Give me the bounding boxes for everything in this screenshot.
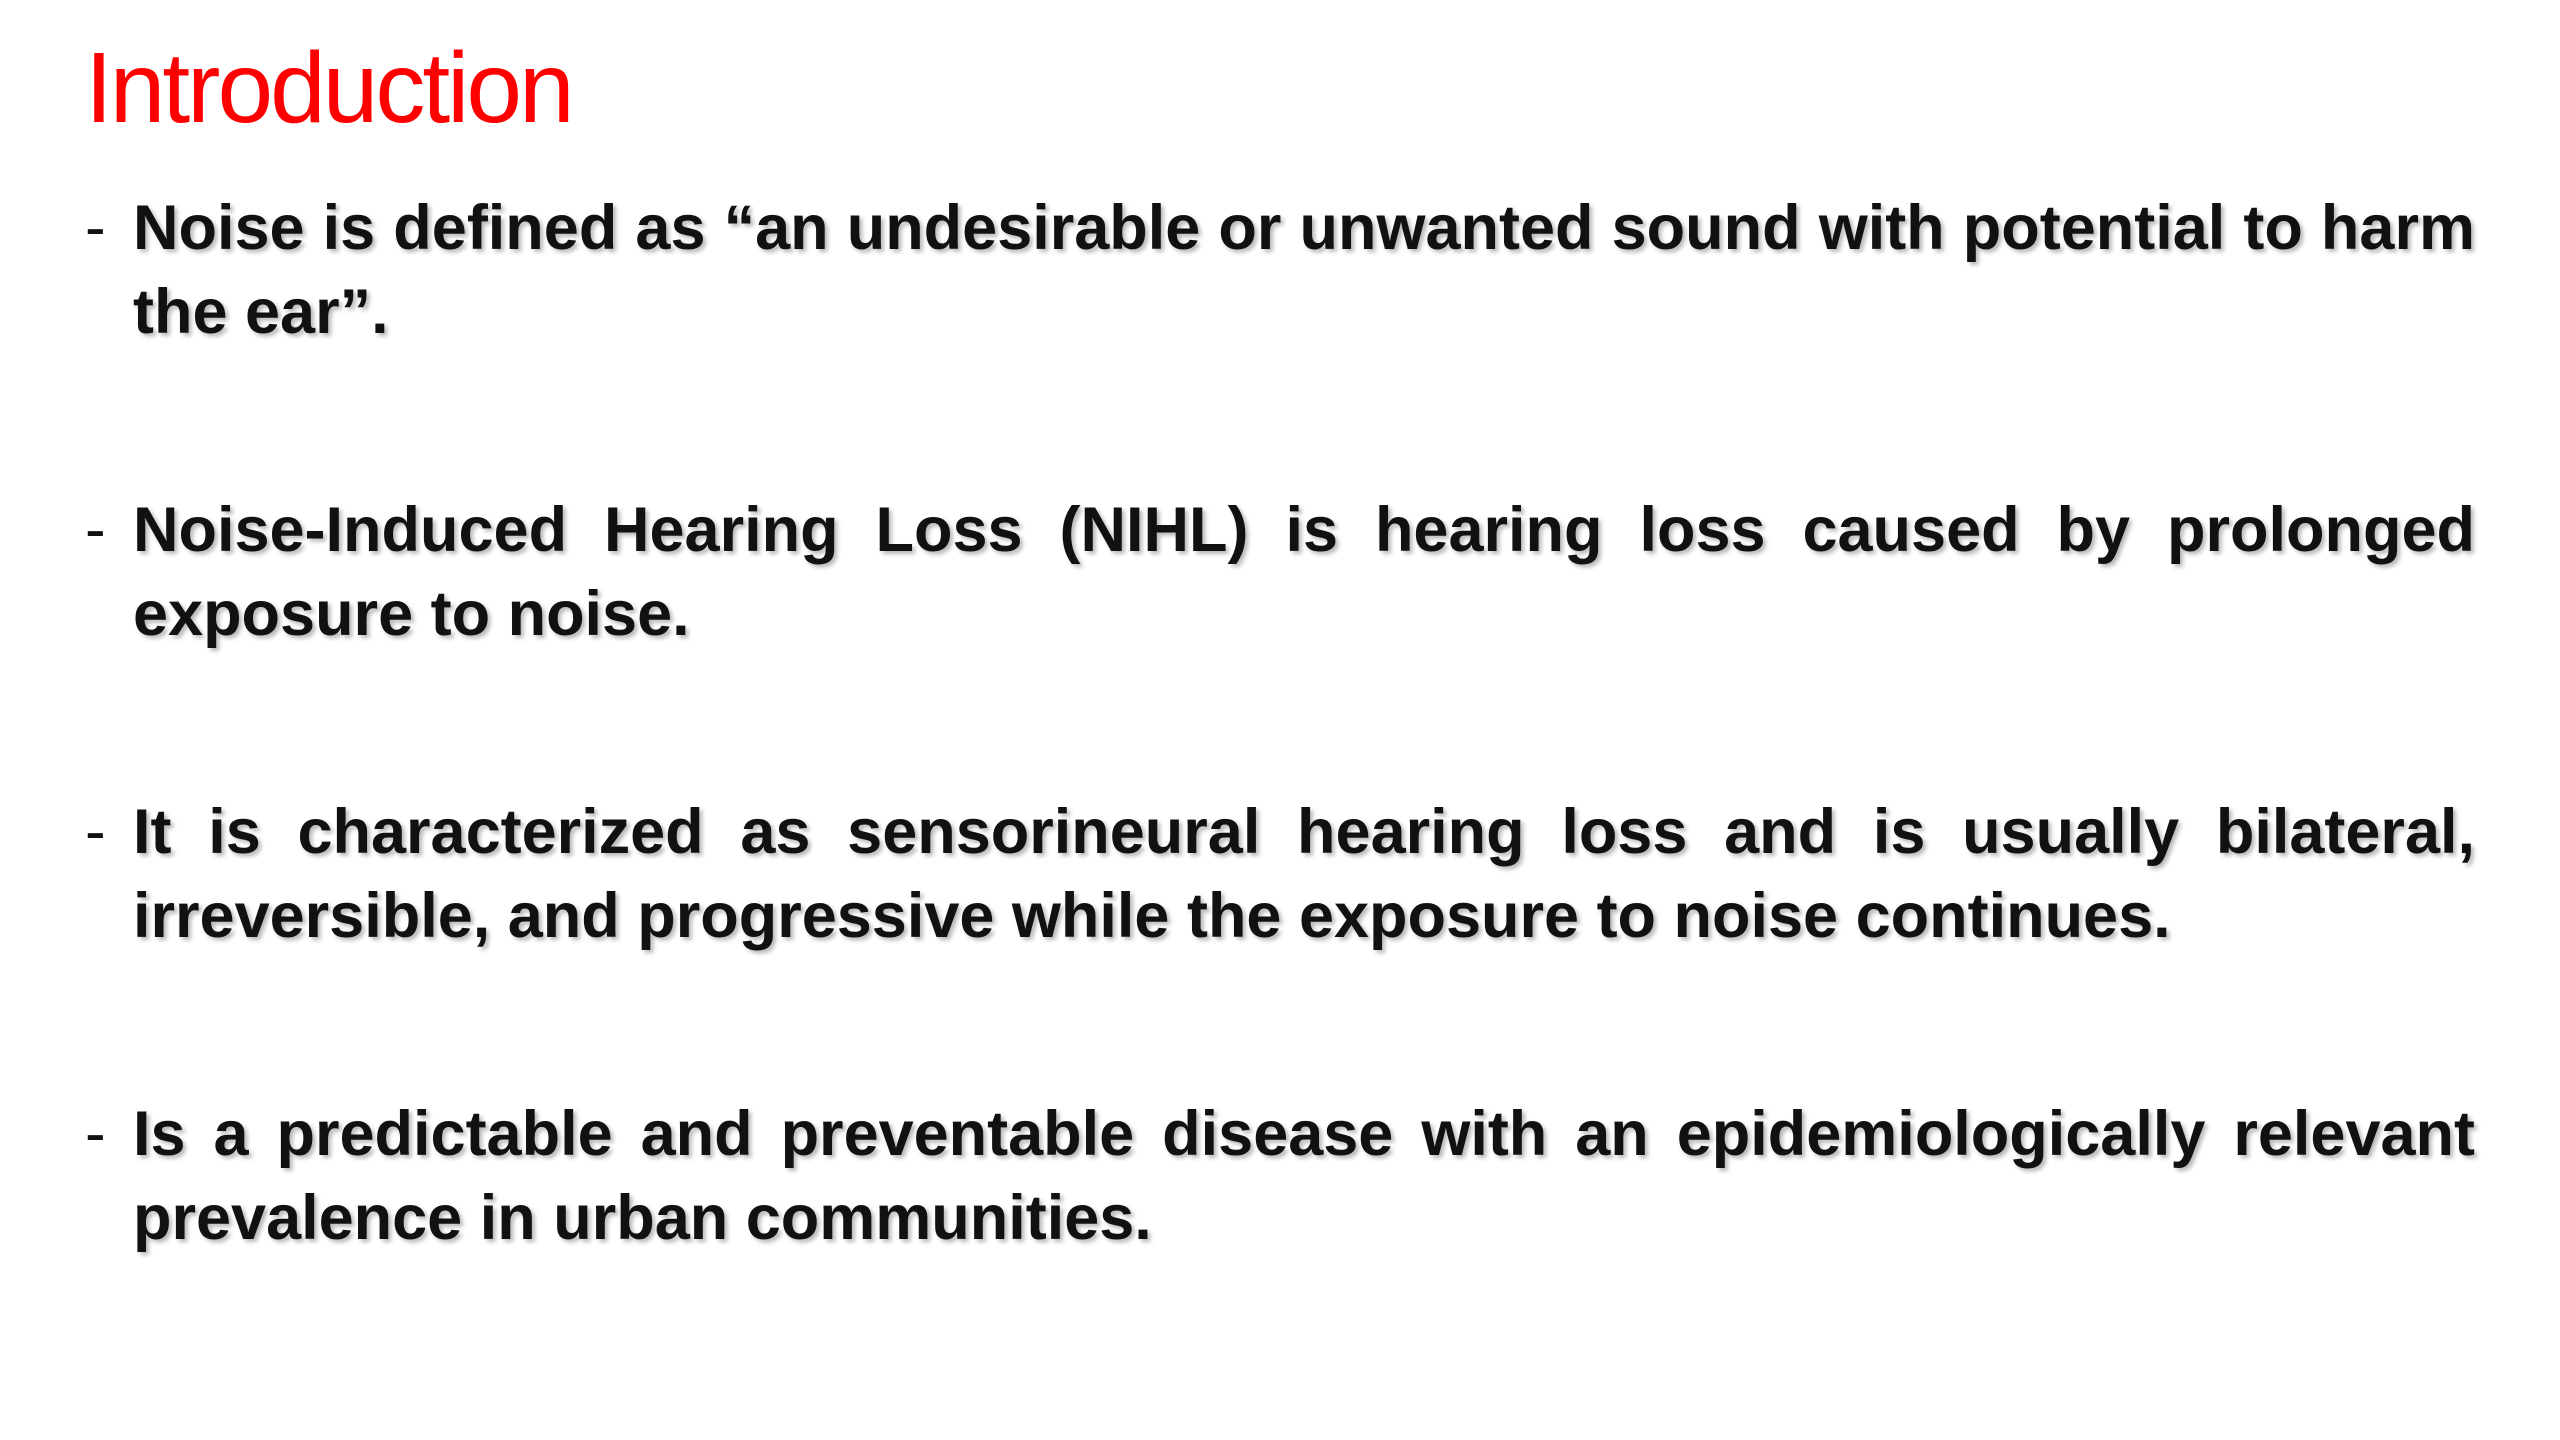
list-item xyxy=(85,186,2475,354)
list-item xyxy=(85,1092,2475,1260)
bullet-text-noise-definition: Noise is defined as “an undesirable or unwanted sound with potential to harm the ear”. xyxy=(133,193,2475,347)
bullet-text-characteristics: It is characterized as sensorineural hearing loss and is usually bilateral, irreversible, and progressive while the exposure to noise continues. xyxy=(133,797,2475,951)
bullet-list xyxy=(85,186,2475,1260)
list-item xyxy=(85,488,2475,656)
bullet-dash: - xyxy=(85,797,106,866)
bullet-dash: - xyxy=(85,1099,106,1168)
bullet-text-nihl-definition: Noise-Induced Hearing Loss (NIHL) is hearing loss caused by prolonged exposure to noise. xyxy=(133,495,2475,649)
bullet-dash: - xyxy=(85,193,106,262)
list-item xyxy=(85,790,2475,958)
bullet-text-prevalence: Is a predictable and preventable disease with an epidemiologically relevant prevalence in urban communities. xyxy=(133,1099,2475,1253)
bullet-dash: - xyxy=(85,495,106,564)
slide-title: Introduction xyxy=(85,32,572,144)
